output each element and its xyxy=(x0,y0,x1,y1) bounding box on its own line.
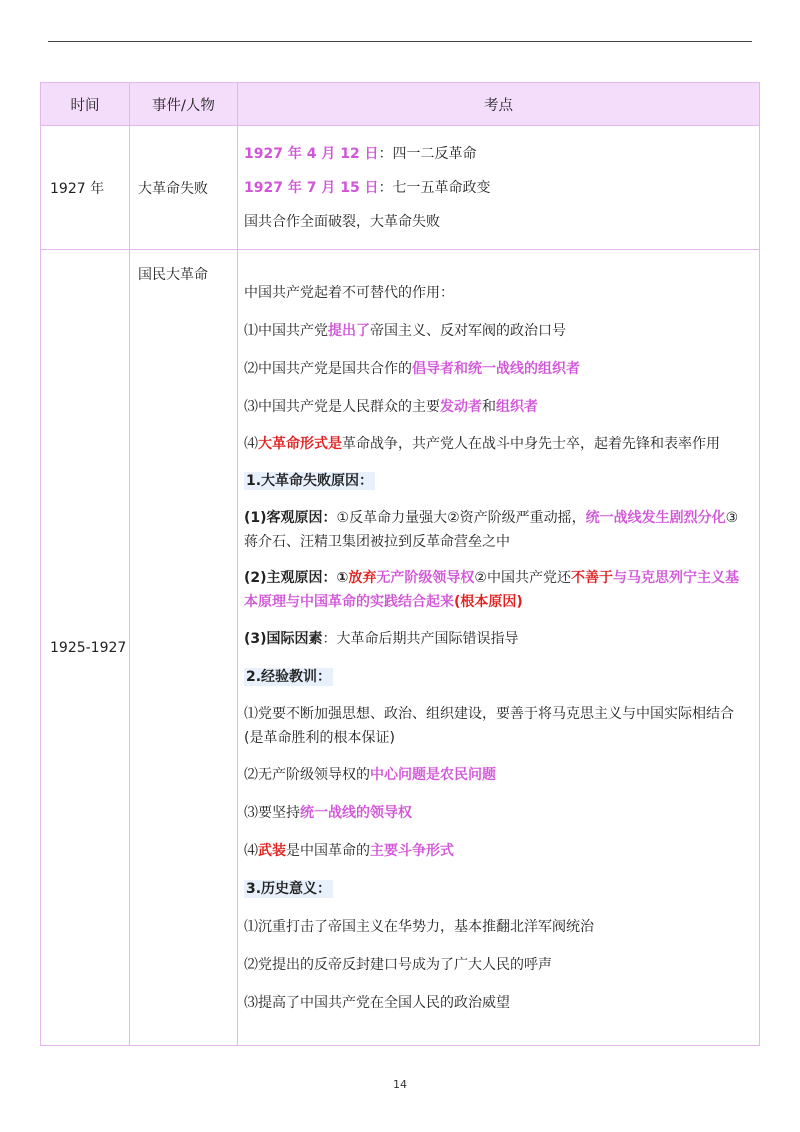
point-line: ⑵党提出的反帝反封建口号成为了广大人民的呼声 xyxy=(244,956,552,973)
section-title: 1.大革命失败原因： xyxy=(246,472,374,489)
header-time: 时间 xyxy=(41,83,130,126)
header-points: 考点 xyxy=(238,83,760,126)
section-title: 2.经验教训： xyxy=(246,668,332,685)
point-line: ⑵无产阶级领导权的中心问题是农民问题 xyxy=(244,766,496,783)
table-header-row xyxy=(41,83,760,126)
point-line: (1)客观原因：①反革命力量强大②资产阶级严重动摇，统一战线发生剧烈分化③蒋介石、汪精卫集团被拉到反革命营垒之中 xyxy=(244,509,739,550)
point-line: ⑷武装是中国革命的主要斗争形式 xyxy=(244,842,454,859)
point-line: 国共合作全面破裂，大革命失败 xyxy=(244,213,440,230)
point-line: ⑴中国共产党提出了帝国主义、反对军阀的政治口号 xyxy=(244,322,566,339)
date-highlight: 1927 年 4 月 12 日 xyxy=(244,145,379,162)
table-row xyxy=(41,126,760,250)
row-points xyxy=(238,250,760,1046)
point-line: ⑴沉重打击了帝国主义在华势力，基本推翻北洋军阀统治 xyxy=(244,918,594,935)
point-line: ⑶中国共产党是人民群众的主要发动者和组织者 xyxy=(244,398,538,415)
point-line: ⑷大革命形式是革命战争，共产党人在战斗中身先士卒，起着先锋和表率作用 xyxy=(244,435,720,452)
point-line: ⑶提高了中国共产党在全国人民的政治威望 xyxy=(244,994,510,1011)
row-points xyxy=(238,126,760,250)
row-time: 1927 年 xyxy=(41,126,130,250)
header-rule xyxy=(48,41,752,42)
point-line: 1927 年 4 月 12 日：四一二反革命 xyxy=(244,145,477,162)
row-event: 国民大革命 xyxy=(130,250,238,1046)
point-line: (2)主观原因：①放弃无产阶级领导权②中国共产党还不善于与马克思列宁主义基本原理与中国革命的实践结合起来(根本原因) xyxy=(244,569,739,610)
row-event: 大革命失败 xyxy=(130,126,238,250)
point-line: ⑴党要不断加强思想、政治、组织建设，要善于将马克思主义与中国实际相结合(是革命胜利的根本保证) xyxy=(244,705,734,746)
point-line: ⑵中国共产党是国共合作的倡导者和统一战线的组织者 xyxy=(244,360,580,377)
point-line: 中国共产党起着不可替代的作用： xyxy=(244,284,454,301)
section-title: 3.历史意义： xyxy=(246,880,332,897)
page-number: 14 xyxy=(393,1078,407,1091)
point-line: ⑶要坚持统一战线的领导权 xyxy=(244,804,412,821)
point-line: (3)国际因素：大革命后期共产国际错误指导 xyxy=(244,630,519,647)
history-notes-table xyxy=(40,82,760,1046)
point-line: 1927 年 7 月 15 日：七一五革命政变 xyxy=(244,179,491,196)
header-event: 事件/人物 xyxy=(130,83,238,126)
date-highlight: 1927 年 7 月 15 日 xyxy=(244,179,379,196)
row-time: 1925-1927 xyxy=(41,250,130,1046)
table-row xyxy=(41,250,760,1046)
